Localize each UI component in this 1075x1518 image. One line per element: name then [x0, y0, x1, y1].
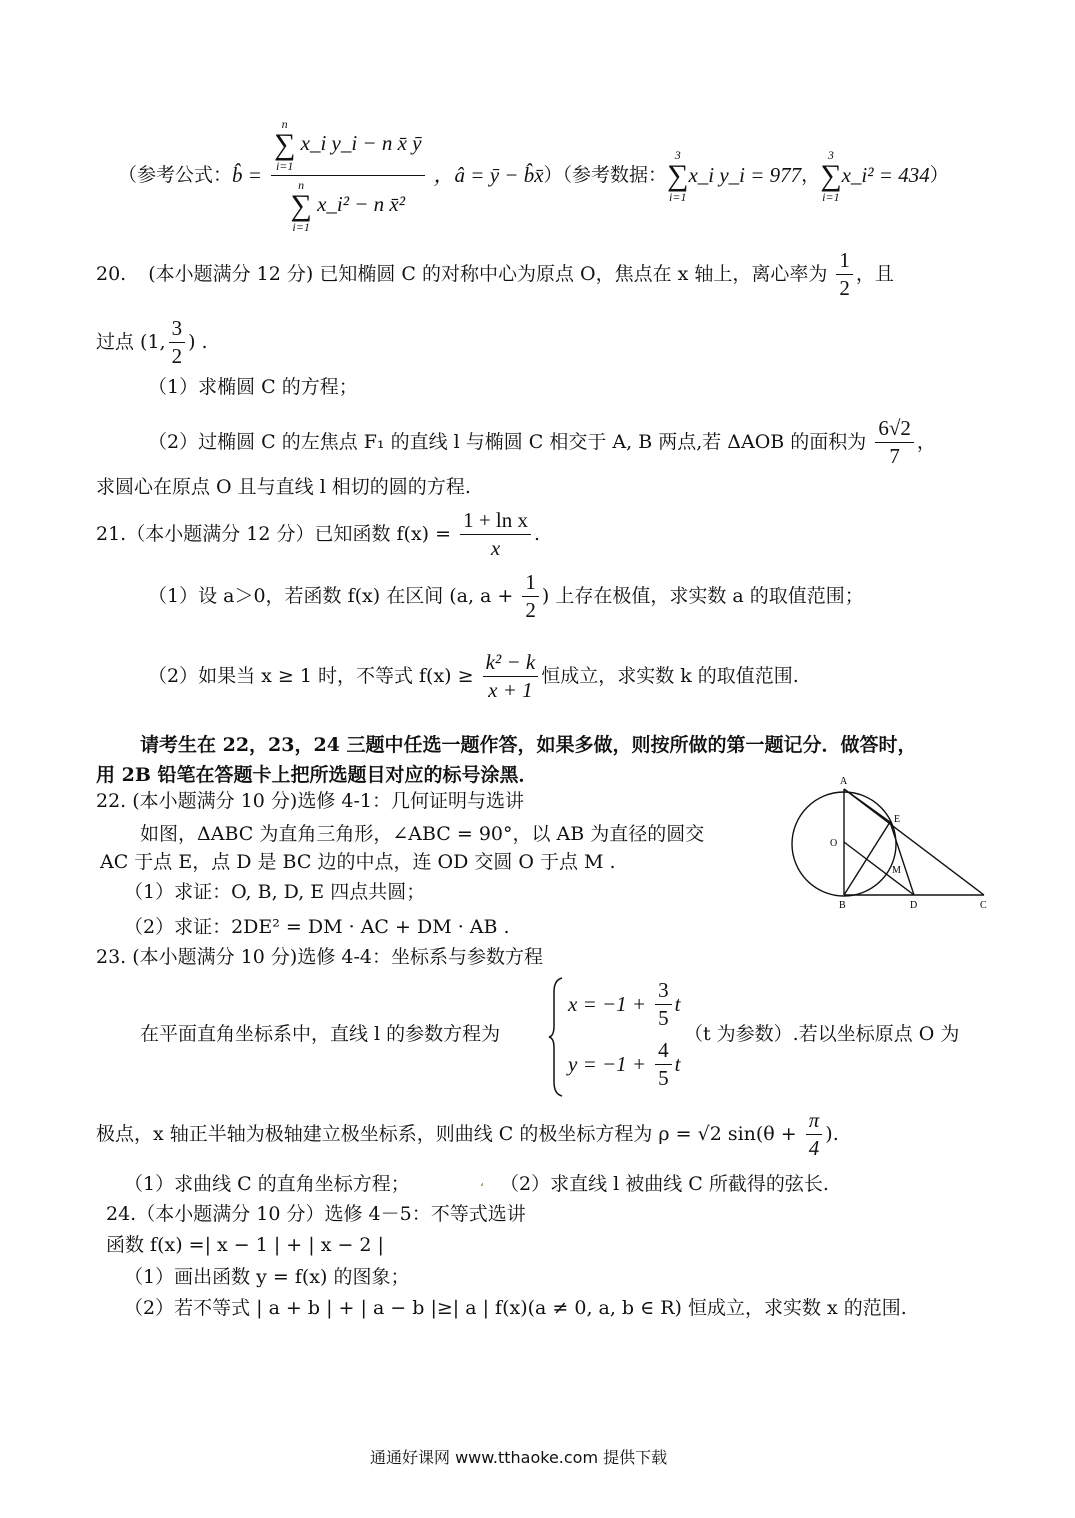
q21-part1-text: （1）设 a＞0，若函数 f(x) 在区间 (a, a +	[148, 585, 514, 607]
b-hat: b̂ =	[232, 163, 262, 187]
q23-part1: （1）求曲线 C 的直角坐标方程；	[124, 1173, 410, 1195]
q21-part1-end: ) 上存在极值，求实数 a 的取值范围；	[541, 585, 864, 607]
system-brace	[548, 976, 564, 1098]
notice-line1: 请考生在 22，23，24 三题中任选一题作答，如果多做，则按所做的第一题记分．做答时，	[140, 734, 917, 756]
b-hat-fraction	[271, 118, 425, 233]
segment-od	[844, 842, 914, 895]
separator: ，	[801, 164, 821, 186]
q24-function: 函数 f(x) =| x − 1 | + | x − 2 |	[106, 1234, 384, 1256]
q20-part2-text: （2）过椭圆 C 的左焦点 F₁ 的直线 l 与椭圆 C 相交于 A, B 两点,若 ΔAOB 的面积为	[148, 431, 867, 453]
q22-line2: AC 于点 E，点 D 是 BC 边的中点，连 OD 交圆 O 于点 M .	[100, 851, 616, 873]
label-c: C	[980, 900, 987, 910]
ref-suffix: ）	[929, 164, 949, 186]
q24-part2: （2）若不等式 | a + b | + | a − b |≥| a | f(x)(a ≠ 0, a, b ∈ R) 恒成立，求实数 x 的范围.	[124, 1297, 907, 1319]
q21-intro	[96, 510, 540, 559]
label-d: D	[910, 900, 918, 910]
q23-text-c	[96, 1110, 839, 1159]
ref-data-prefix: ）（参考数据：	[543, 164, 668, 186]
label-m: M	[892, 865, 901, 876]
sum-symbol: 3 ∑ i=1	[667, 147, 689, 204]
param-eq-x	[568, 980, 680, 1029]
q21-part1	[148, 572, 864, 621]
q23-title: 23. (本小题满分 10 分)选修 4-4：坐标系与参数方程	[96, 946, 543, 968]
sum-symbol: n ∑ i=1	[290, 178, 312, 234]
inequality-fraction: $\frac{\text{k² − k}}{x + 1}$	[483, 652, 539, 701]
eq-y-t: t	[674, 1052, 681, 1076]
q23-text-a: 在平面直角坐标系中，直线 l 的参数方程为	[140, 1023, 501, 1045]
q23-part2: （2）求直线 l 被曲线 C 所截得的弦长.	[500, 1173, 829, 1195]
q21-intro-text: 21.（本小题满分 12 分）已知函数 f(x) =	[96, 523, 452, 545]
label-b: B	[839, 900, 846, 910]
q20-part2-comma: ，	[916, 431, 936, 453]
q20-point	[96, 318, 208, 367]
q20-intro-end: ，且	[855, 263, 894, 285]
label-o: O	[830, 838, 838, 849]
ref-data-1: x_i y_i = 977	[688, 163, 802, 187]
q21-part2	[148, 652, 799, 701]
eq-x-fraction: $\frac{3}{5}$	[655, 980, 672, 1029]
q22-title: 22. (本小题满分 10 分)选修 4-1：几何证明与选讲	[96, 790, 524, 812]
geometry-figure	[782, 770, 1002, 910]
segment-ae	[844, 789, 890, 822]
b-hat-numerator: x_i y_i − n x̄ ȳ	[300, 130, 422, 155]
ref-formula-prefix: （参考公式：	[118, 164, 233, 186]
notice-line2: 用 2B 铅笔在答题卡上把所选题目对应的标号涂黑．	[96, 764, 538, 786]
q20-part2-cont: 求圆心在原点 O 且与直线 l 相切的圆的方程.	[96, 476, 471, 498]
q23-polar-end: ).	[825, 1123, 839, 1145]
interval-fraction: $\frac{1}{2}$	[522, 572, 539, 621]
q22-part1: （1）求证：O, B, D, E 四点共圆；	[124, 881, 426, 903]
param-eq-y	[568, 1040, 680, 1089]
function-fraction: $\frac{\text{1 + ln x}}{x}$	[460, 510, 531, 559]
ref-data-2: x_i² = 434	[841, 163, 930, 187]
q22-part2: （2）求证：2DE² = DM · AC + DM · AB .	[124, 916, 510, 938]
q20-intro-text: (本小题满分 12 分) 已知椭圆 C 的对称中心为原点 O，焦点在 x 轴上，离心率为	[148, 263, 828, 285]
q23-text-b: （t 为参数）.若以坐标原点 O 为	[684, 1023, 960, 1045]
sum-symbol: n ∑ i=1	[273, 117, 296, 173]
q23-dot: ،	[480, 1175, 484, 1189]
q20-part1: （1）求椭圆 C 的方程；	[148, 376, 358, 398]
q21-part2-text: （2）如果当 x ≥ 1 时，不等式 f(x) ≥	[148, 665, 474, 687]
q20-point-prefix: 过点 (1,	[96, 331, 166, 353]
q21-intro-end: .	[534, 523, 541, 545]
ref-formula	[118, 118, 949, 233]
area-fraction: $\frac{6√2}{7}$	[875, 418, 914, 467]
eq-y-fraction: $\frac{4}{5}$	[655, 1040, 672, 1089]
q22-line1: 如图，ΔABC 为直角三角形，∠ABC = 90°，以 AB 为直径的圆交	[140, 823, 705, 845]
q24-title: 24.（本小题满分 10 分）选修 4－5：不等式选讲	[106, 1203, 526, 1225]
q23-polar-text: 极点，x 轴正半轴为极轴建立极坐标系，则曲线 C 的极坐标方程为 ρ = √2 sin(θ +	[96, 1123, 797, 1145]
label-a: A	[840, 776, 848, 787]
segment-be	[844, 822, 890, 895]
q21-part2-end: 恒成立，求实数 k 的取值范围.	[541, 665, 799, 687]
sum-symbol: 3 ∑ i=1	[820, 147, 842, 204]
a-hat: ，â = ȳ − b̂x̄	[433, 163, 544, 187]
q20-point-suffix: ) .	[188, 331, 208, 353]
eq-x-left: x = −1 +	[568, 992, 647, 1016]
b-hat-denominator: x_i² − n x̄²	[317, 191, 406, 216]
q20-number: 20.	[96, 263, 127, 285]
page-footer: 通通好课网 www.tthaoke.com 提供下载	[370, 1448, 668, 1467]
eq-x-t: t	[674, 992, 681, 1016]
pi-fraction: $\frac{\pi}{4}$	[806, 1110, 823, 1159]
q20-intro	[96, 250, 894, 299]
label-e: E	[894, 814, 901, 825]
point-fraction: $\frac{3}{2}$	[169, 318, 186, 367]
eq-y-left: y = −1 +	[568, 1052, 647, 1076]
q24-part1: （1）画出函数 y = f(x) 的图象；	[124, 1266, 410, 1288]
q20-part2	[148, 418, 936, 467]
eccentricity-fraction: $\frac{1}{2}$	[836, 250, 853, 299]
